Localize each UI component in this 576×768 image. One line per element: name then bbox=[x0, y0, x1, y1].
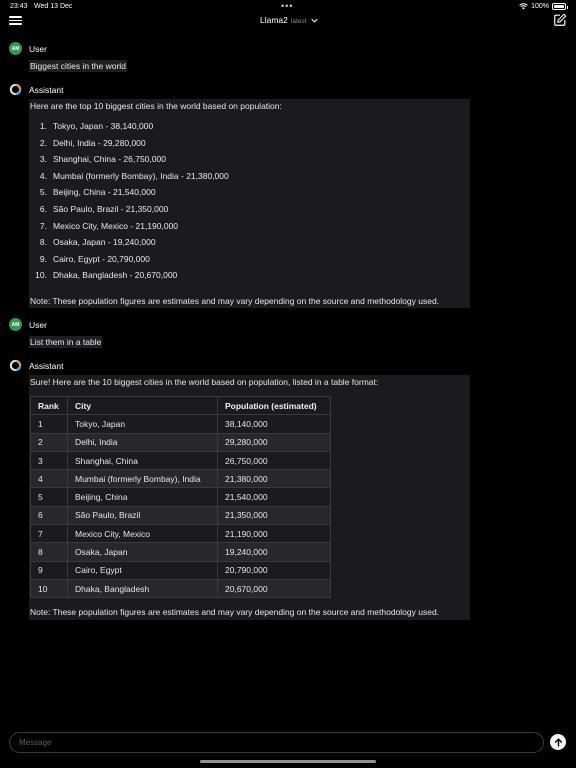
table-cell: 21,350,000 bbox=[218, 506, 331, 524]
table-cell: Mexico City, Mexico bbox=[68, 525, 218, 543]
ring-logo-icon bbox=[9, 83, 22, 96]
table-cell: 29,280,000 bbox=[218, 433, 331, 451]
table-row bbox=[31, 415, 331, 433]
table-cell: Mumbai (formerly Bombay), India bbox=[68, 470, 218, 488]
battery-icon bbox=[552, 3, 566, 10]
model-tag: latest bbox=[290, 18, 307, 25]
ring-logo-icon bbox=[9, 359, 22, 372]
table-cell: 21,540,000 bbox=[218, 488, 331, 506]
list-item: 4. Mumbai (formerly Bombay), India - 21,380,000 bbox=[39, 170, 229, 181]
table-cell: 2 bbox=[31, 433, 68, 451]
table-cell: 21,380,000 bbox=[218, 470, 331, 488]
message-text: Biggest cities in the world bbox=[30, 61, 126, 71]
table-cell: 21,190,000 bbox=[218, 525, 331, 543]
table-row bbox=[31, 488, 331, 506]
message-intro: Sure! Here are the 10 biggest cities in the world based on population, listed in a table format: bbox=[30, 377, 379, 387]
list-item: 1. Tokyo, Japan - 38,140,000 bbox=[39, 121, 154, 131]
table-cell: 10 bbox=[31, 579, 68, 597]
message-composer bbox=[9, 732, 544, 753]
send-button[interactable] bbox=[550, 734, 566, 750]
status-time: 23:43 bbox=[10, 3, 28, 10]
table-header-row bbox=[31, 397, 331, 415]
table-cell: Shanghai, China bbox=[68, 451, 218, 469]
list-item: 7. Mexico City, Mexico - 21,190,000 bbox=[39, 220, 179, 231]
table-row bbox=[31, 561, 331, 579]
table-row bbox=[31, 525, 331, 543]
message-input[interactable] bbox=[10, 733, 543, 752]
table-row bbox=[31, 470, 331, 488]
wifi-icon bbox=[519, 3, 528, 10]
assistant-message bbox=[29, 99, 470, 308]
table-cell: São Paulo, Brazil bbox=[68, 506, 218, 524]
sender-name: Assistant bbox=[29, 84, 64, 95]
table-row bbox=[31, 433, 331, 451]
sender-name: User bbox=[29, 319, 47, 330]
avatar: AM bbox=[9, 42, 22, 55]
column-header: Rank bbox=[31, 397, 68, 415]
message-text: List them in a table bbox=[30, 337, 102, 347]
table-cell: 1 bbox=[31, 415, 68, 433]
table-cell: 9 bbox=[31, 561, 68, 579]
navigation-bar bbox=[0, 10, 576, 32]
table-cell: Beijing, China bbox=[68, 488, 218, 506]
list-item: 8. Osaka, Japan - 19,240,000 bbox=[39, 237, 156, 248]
assistant-message-header bbox=[9, 83, 64, 96]
list-item: 2. Delhi, India - 29,280,000 bbox=[39, 137, 146, 148]
user-message-header bbox=[9, 318, 47, 331]
table-row bbox=[31, 543, 331, 561]
list-item: 9. Cairo, Egypt - 20,790,000 bbox=[39, 253, 150, 264]
table-cell: 6 bbox=[31, 506, 68, 524]
home-indicator[interactable] bbox=[200, 760, 376, 763]
table-cell: 3 bbox=[31, 451, 68, 469]
list-item: 5. Beijing, China - 21,540,000 bbox=[39, 187, 156, 198]
list-item: 3. Shanghai, China - 26,750,000 bbox=[39, 154, 166, 165]
list-item: 10. Dhaka, Bangladesh - 20,670,000 bbox=[35, 270, 178, 281]
table-cell: 38,140,000 bbox=[218, 415, 331, 433]
user-message bbox=[29, 337, 102, 347]
table-cell: Tokyo, Japan bbox=[68, 415, 218, 433]
battery-percentage: 100% bbox=[531, 3, 549, 10]
table-cell: 8 bbox=[31, 543, 68, 561]
user-message bbox=[29, 61, 127, 71]
user-message-header bbox=[9, 42, 47, 55]
table-cell: Osaka, Japan bbox=[68, 543, 218, 561]
hamburger-icon[interactable] bbox=[9, 14, 22, 26]
avatar: AM bbox=[9, 318, 22, 331]
table-cell: 19,240,000 bbox=[218, 543, 331, 561]
message-note: Note: These population figures are estimates and may vary depending on the source and methodology used. bbox=[30, 607, 440, 617]
table-cell: 5 bbox=[31, 488, 68, 506]
sender-name: Assistant bbox=[29, 360, 64, 371]
multitasking-dots[interactable]: ••• bbox=[281, 1, 294, 11]
column-header: Population (estimated) bbox=[218, 397, 331, 415]
table-cell: 4 bbox=[31, 470, 68, 488]
table-cell: Cairo, Egypt bbox=[68, 561, 218, 579]
table-row bbox=[31, 451, 331, 469]
list-item: 6. São Paulo, Brazil - 21,350,000 bbox=[39, 204, 169, 214]
chevron-down-icon bbox=[311, 18, 318, 23]
message-note: Note: These population figures are estimates and may vary depending on the source and methodology used. bbox=[30, 296, 440, 306]
status-indicators bbox=[519, 3, 566, 10]
table-cell: 26,750,000 bbox=[218, 451, 331, 469]
status-date: Wed 13 Dec bbox=[34, 3, 73, 10]
cities-table bbox=[30, 396, 331, 598]
table-cell: 20,790,000 bbox=[218, 561, 331, 579]
table-cell: Dhaka, Bangladesh bbox=[68, 579, 218, 597]
table-cell: 20,670,000 bbox=[218, 579, 331, 597]
assistant-message-header bbox=[9, 359, 64, 372]
table-row bbox=[31, 506, 331, 524]
column-header: City bbox=[68, 397, 218, 415]
new-chat-icon[interactable] bbox=[553, 13, 567, 27]
message-intro: Here are the top 10 biggest cities in the world based on population: bbox=[30, 101, 282, 111]
table-cell: 7 bbox=[31, 525, 68, 543]
sender-name: User bbox=[29, 43, 47, 54]
model-name: Llama2 bbox=[260, 15, 288, 25]
table-cell: Delhi, India bbox=[68, 433, 218, 451]
arrow-up-icon bbox=[554, 738, 563, 747]
battery-fill bbox=[554, 5, 564, 8]
table-row bbox=[31, 579, 331, 597]
model-selector[interactable] bbox=[260, 15, 318, 25]
